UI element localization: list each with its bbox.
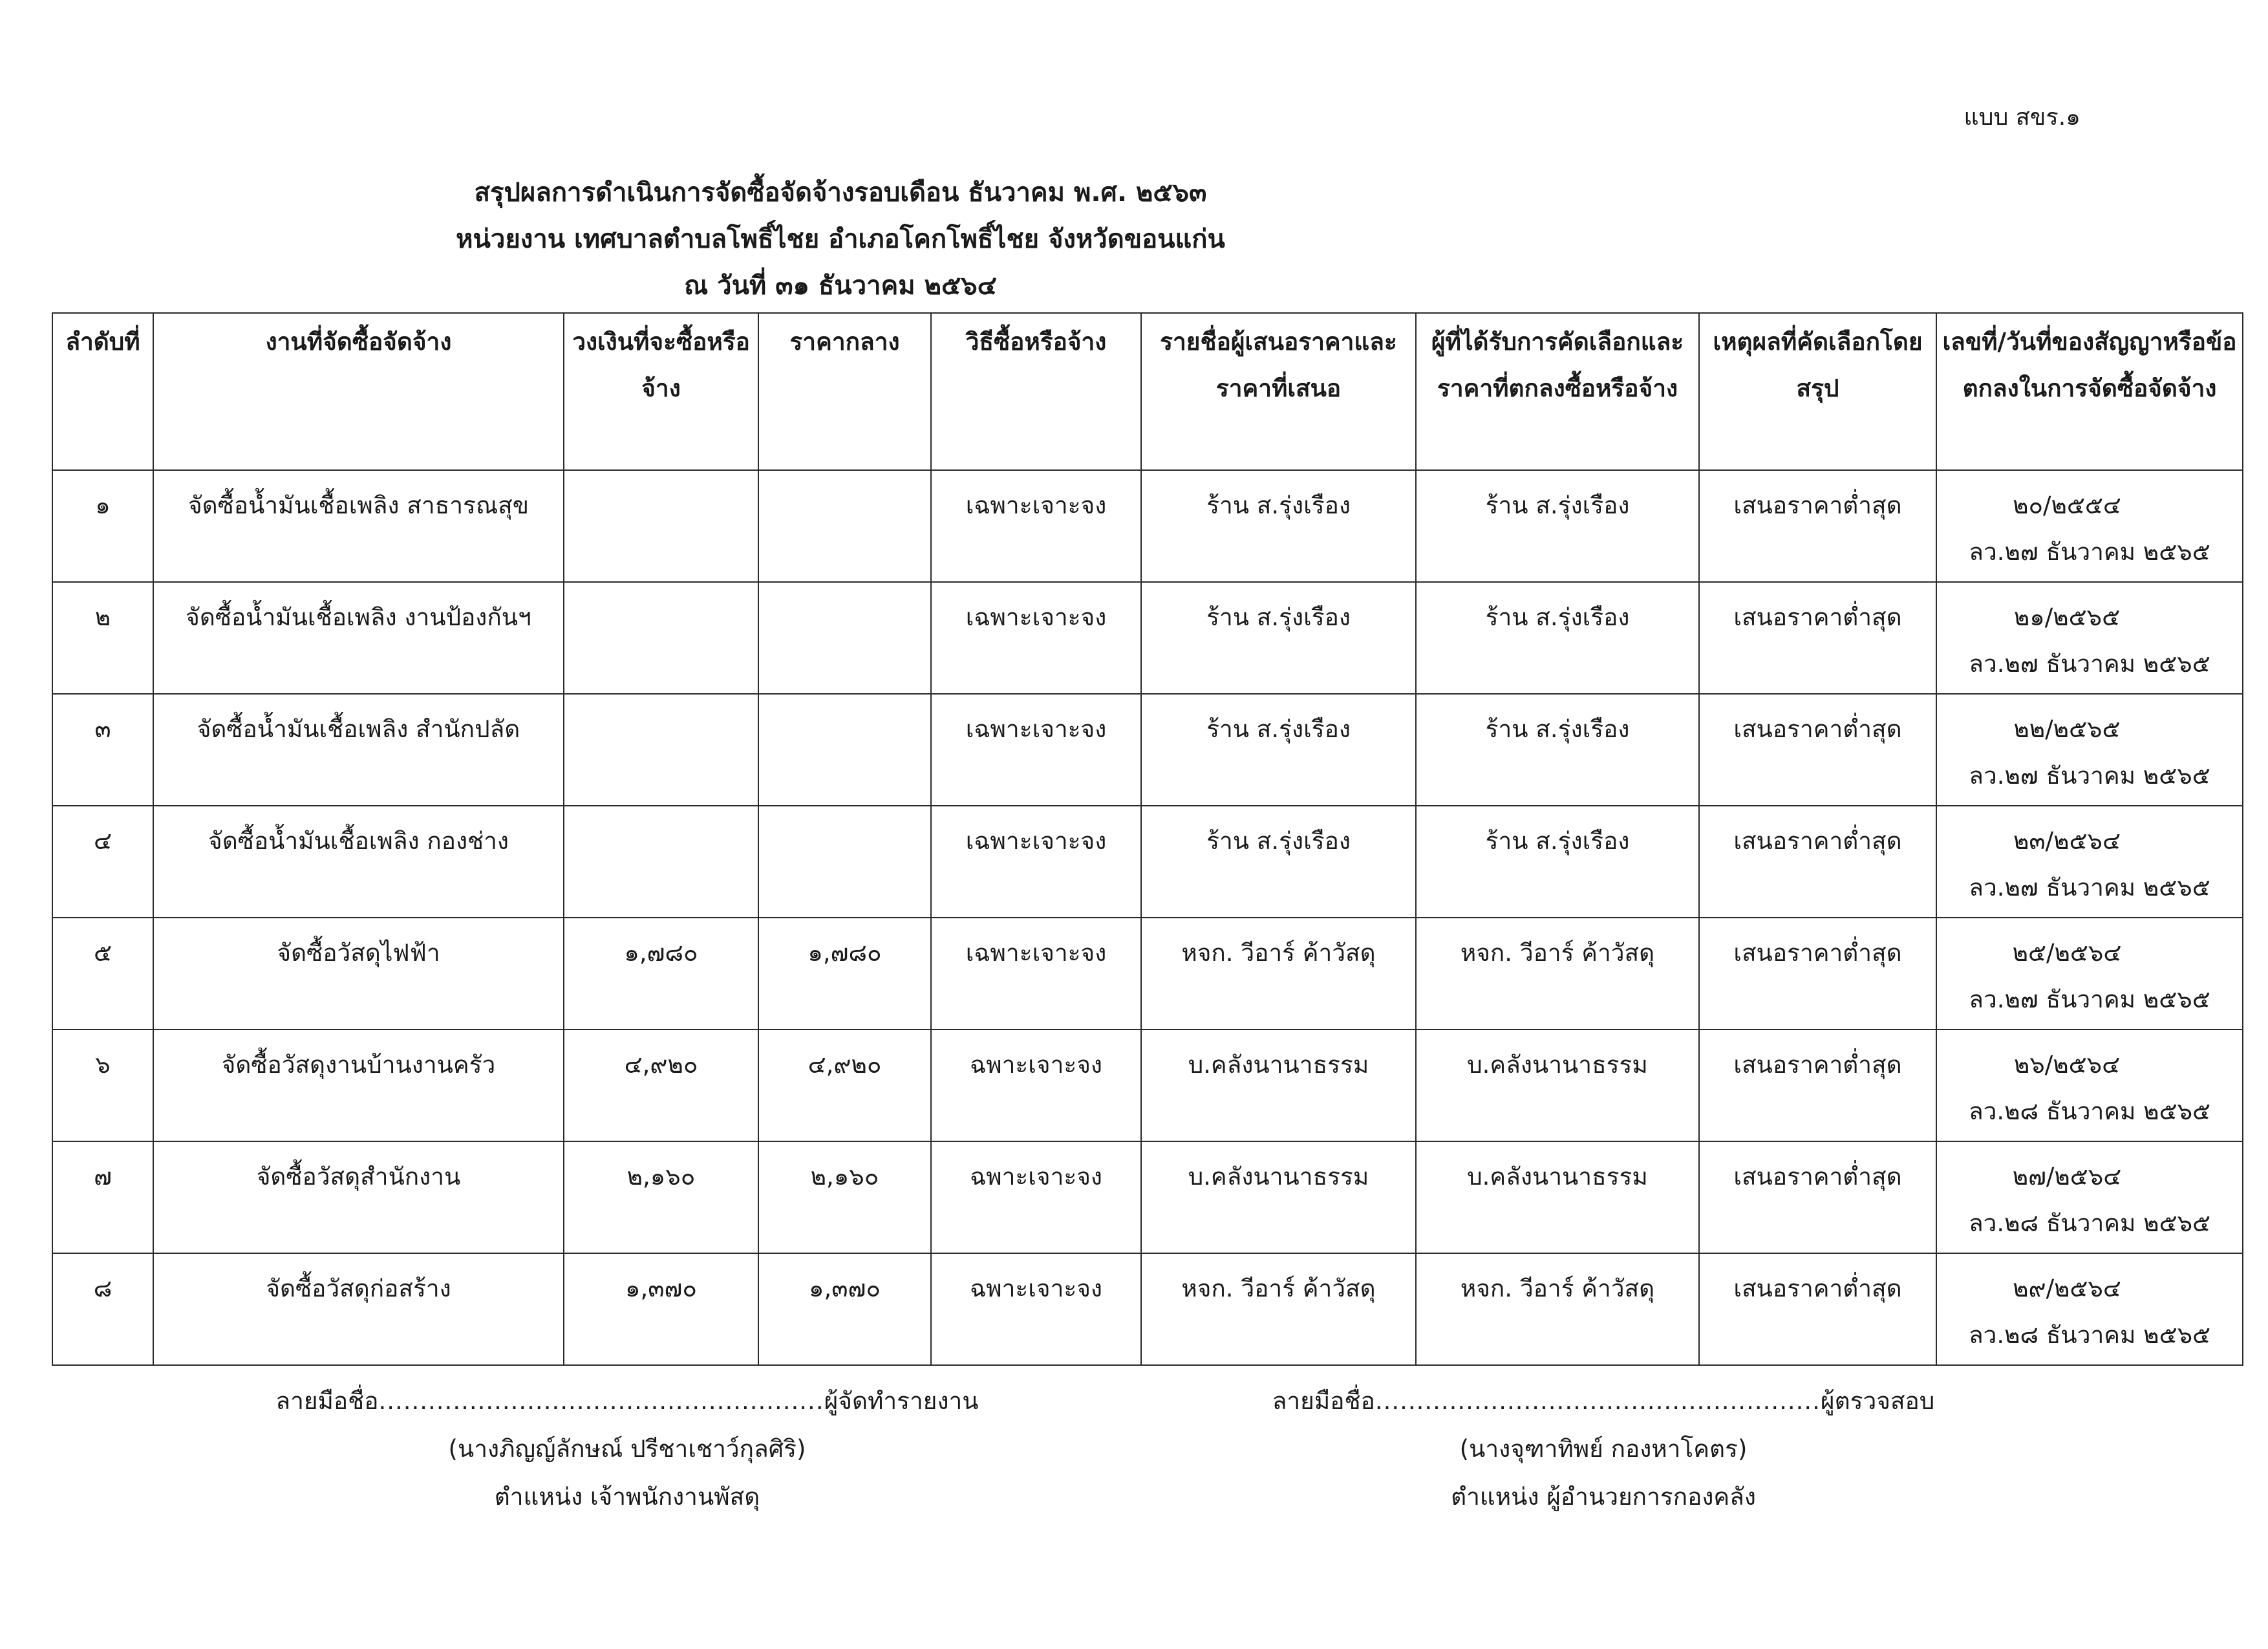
row-bidders: หจก. วีอาร์ ค้าวัสดุ — [1141, 1253, 1416, 1365]
contract-date: ลว.๒๗ ธันวาคม ๒๕๖๕ — [1969, 874, 2210, 901]
signature-line — [1248, 1377, 1959, 1425]
row-item: จัดซื้อน้ำมันเชื้อเพลิง งานป้องกันฯ — [153, 582, 564, 694]
signature-block-preparer — [272, 1377, 983, 1521]
row-bidders: หจก. วีอาร์ ค้าวัสดุ — [1141, 918, 1416, 1029]
contract-number: ๒๐/๒๕๕๔ — [2013, 491, 2121, 519]
row-selected: ร้าน ส.รุ่งเรือง — [1416, 694, 1699, 806]
row-median-price: ๑,๗๘๐ — [758, 918, 931, 1029]
contract-date: ลว.๒๗ ธันวาคม ๒๕๖๕ — [1969, 762, 2210, 790]
row-contract — [1936, 918, 2243, 1029]
row-contract — [1936, 1141, 2243, 1253]
row-selected: ร้าน ส.รุ่งเรือง — [1416, 806, 1699, 918]
row-no: ๗ — [52, 1141, 153, 1253]
row-method: ฉพาะเจาะจง — [931, 1253, 1141, 1365]
row-reason: เสนอราคาต่ำสุด — [1699, 918, 1936, 1029]
signature-label: ลายมือชื่อ — [275, 1387, 379, 1415]
contract-number: ๒๑/๒๕๖๕ — [2013, 603, 2121, 631]
signer-name: (นางจุฑาทิพย์ กองหาโคตร) — [1459, 1435, 1748, 1463]
row-selected: ร้าน ส.รุ่งเรือง — [1416, 470, 1699, 582]
signer-position: ตำแหน่ง เจ้าพนักงานพัสดุ — [494, 1483, 760, 1511]
row-reason: เสนอราคาต่ำสุด — [1699, 1141, 1936, 1253]
signature-block-inspector — [1248, 1377, 1959, 1521]
table-row — [52, 1253, 2243, 1365]
agency-line: หน่วยงาน เทศบาลตำบลโพธิ์ไชย อำเภอโคกโพธิ์ไชย จังหวัดขอนแก่น — [456, 224, 1225, 254]
row-method: เฉพาะเจาะจง — [931, 470, 1141, 582]
signature-role: ผู้จัดทำรายงาน — [824, 1387, 979, 1415]
row-bidders: บ.คลังนานาธรรม — [1141, 1141, 1416, 1253]
row-median-price: ๒,๑๖๐ — [758, 1141, 931, 1253]
contract-number: ๒๙/๒๕๖๔ — [2013, 1275, 2121, 1302]
header-bidders: รายชื่อผู้เสนอราคาและราคาที่เสนอ — [1141, 313, 1416, 470]
row-contract — [1936, 806, 2243, 918]
row-method: ฉพาะเจาะจง — [931, 1141, 1141, 1253]
row-reason: เสนอราคาต่ำสุด — [1699, 1253, 1936, 1365]
table-row — [52, 582, 2243, 694]
row-median-price — [758, 470, 931, 582]
row-item: จัดซื้อน้ำมันเชื้อเพลิง กองช่าง — [153, 806, 564, 918]
table-row — [52, 1029, 2243, 1141]
table-row — [52, 918, 2243, 1029]
row-reason: เสนอราคาต่ำสุด — [1699, 582, 1936, 694]
row-selected: หจก. วีอาร์ ค้าวัสดุ — [1416, 1253, 1699, 1365]
procurement-summary-table — [52, 312, 2243, 1366]
row-reason: เสนอราคาต่ำสุด — [1699, 1029, 1936, 1141]
row-method: เฉพาะเจาะจง — [931, 694, 1141, 806]
header-no: ลำดับที่ — [52, 313, 153, 470]
row-budget: ๑,๗๘๐ — [564, 918, 758, 1029]
row-no: ๒ — [52, 582, 153, 694]
row-median-price: ๑,๓๗๐ — [758, 1253, 931, 1365]
contract-date: ลว.๒๘ ธันวาคม ๒๕๖๕ — [1968, 1097, 2211, 1125]
row-no: ๑ — [52, 470, 153, 582]
row-bidders: ร้าน ส.รุ่งเรือง — [1141, 470, 1416, 582]
table-row — [52, 1141, 2243, 1253]
row-contract — [1936, 582, 2243, 694]
row-reason: เสนอราคาต่ำสุด — [1699, 470, 1936, 582]
report-title: สรุปผลการดำเนินการจัดซื้อจัดจ้างรอบเดือน ธันวาคม พ.ศ. ๒๕๖๓ — [474, 178, 1207, 208]
report-date: ณ วันที่ ๓๑ ธันวาคม ๒๕๖๔ — [684, 271, 997, 301]
header-median-price: ราคากลาง — [758, 313, 931, 470]
signature-dots: ...................................................... — [378, 1387, 824, 1415]
row-bidders: ร้าน ส.รุ่งเรือง — [1141, 694, 1416, 806]
signature-role: ผู้ตรวจสอบ — [1820, 1387, 1935, 1415]
row-no: ๓ — [52, 694, 153, 806]
row-selected: บ.คลังนานาธรรม — [1416, 1141, 1699, 1253]
row-contract — [1936, 694, 2243, 806]
row-bidders: ร้าน ส.รุ่งเรือง — [1141, 582, 1416, 694]
contract-number: ๒๕/๒๕๖๔ — [2012, 939, 2122, 967]
header-selected: ผู้ที่ได้รับการคัดเลือกและราคาที่ตกลงซื้อหรือจ้าง — [1416, 313, 1699, 470]
row-no: ๘ — [52, 1253, 153, 1365]
header-contract: เลขที่/วันที่ของสัญญาหรือข้อตกลงในการจัดซื้อจัดจ้าง — [1936, 313, 2243, 470]
row-item: จัดซื้อวัสดุสำนักงาน — [153, 1141, 564, 1253]
table-header-row — [52, 313, 2243, 470]
row-budget: ๑,๓๗๐ — [564, 1253, 758, 1365]
row-budget: ๒,๑๖๐ — [564, 1141, 758, 1253]
row-method: เฉพาะเจาะจง — [931, 918, 1141, 1029]
signature-line — [272, 1377, 983, 1425]
row-budget — [564, 470, 758, 582]
signature-label: ลายมือชื่อ — [1272, 1387, 1375, 1415]
row-budget: ๔,๙๒๐ — [564, 1029, 758, 1141]
row-median-price — [758, 806, 931, 918]
row-item: จัดซื้อวัสดุงานบ้านงานครัว — [153, 1029, 564, 1141]
contract-date: ลว.๒๗ ธันวาคม ๒๕๖๕ — [1969, 650, 2210, 678]
contract-number: ๒๓/๒๕๖๔ — [2013, 827, 2121, 855]
table-row — [52, 694, 2243, 806]
row-no: ๕ — [52, 918, 153, 1029]
header-method: วิธีซื้อหรือจ้าง — [931, 313, 1141, 470]
row-method: เฉพาะเจาะจง — [931, 582, 1141, 694]
row-median-price — [758, 694, 931, 806]
row-item: จัดซื้อน้ำมันเชื้อเพลิง สำนักปลัด — [153, 694, 564, 806]
row-median-price: ๔,๙๒๐ — [758, 1029, 931, 1141]
contract-date: ลว.๒๘ ธันวาคม ๒๕๖๕ — [1968, 1321, 2211, 1349]
row-contract — [1936, 470, 2243, 582]
table-row — [52, 806, 2243, 918]
row-contract — [1936, 1029, 2243, 1141]
header-budget: วงเงินที่จะซื้อหรือจ้าง — [564, 313, 758, 470]
row-item: จัดซื้อน้ำมันเชื้อเพลิง สาธารณสุข — [153, 470, 564, 582]
row-method: เฉพาะเจาะจง — [931, 806, 1141, 918]
form-code: แบบ สขร.๑ — [1963, 104, 2081, 131]
row-budget — [564, 806, 758, 918]
row-selected: ร้าน ส.รุ่งเรือง — [1416, 582, 1699, 694]
header-reason: เหตุผลที่คัดเลือกโดยสรุป — [1699, 313, 1936, 470]
row-selected: หจก. วีอาร์ ค้าวัสดุ — [1416, 918, 1699, 1029]
signer-name: (นางภิญญ์ลักษณ์ ปรีชาเชาว์กุลศิริ) — [448, 1435, 806, 1463]
row-selected: บ.คลังนานาธรรม — [1416, 1029, 1699, 1141]
signer-position: ตำแหน่ง ผู้อำนวยการกองคลัง — [1451, 1483, 1756, 1511]
document-heading — [0, 169, 1681, 309]
row-no: ๔ — [52, 806, 153, 918]
signature-dots: ...................................................... — [1375, 1387, 1821, 1415]
contract-number: ๒๖/๒๕๖๔ — [2013, 1051, 2121, 1079]
row-reason: เสนอราคาต่ำสุด — [1699, 806, 1936, 918]
contract-number: ๒๒/๒๕๖๕ — [2013, 715, 2121, 743]
row-item: จัดซื้อวัสดุก่อสร้าง — [153, 1253, 564, 1365]
contract-date: ลว.๒๘ ธันวาคม ๒๕๖๕ — [1968, 1209, 2211, 1237]
row-method: ฉพาะเจาะจง — [931, 1029, 1141, 1141]
contract-date: ลว.๒๗ ธันวาคม ๒๕๖๕ — [1969, 986, 2210, 1013]
row-budget — [564, 694, 758, 806]
row-budget — [564, 582, 758, 694]
row-no: ๖ — [52, 1029, 153, 1141]
row-reason: เสนอราคาต่ำสุด — [1699, 694, 1936, 806]
contract-date: ลว.๒๗ ธันวาคม ๒๕๖๕ — [1969, 538, 2210, 566]
row-bidders: บ.คลังนานาธรรม — [1141, 1029, 1416, 1141]
row-bidders: ร้าน ส.รุ่งเรือง — [1141, 806, 1416, 918]
header-item: งานที่จัดซื้อจัดจ้าง — [153, 313, 564, 470]
contract-number: ๒๗/๒๕๖๔ — [2012, 1163, 2122, 1191]
row-item: จัดซื้อวัสดุไฟฟ้า — [153, 918, 564, 1029]
row-median-price — [758, 582, 931, 694]
row-contract — [1936, 1253, 2243, 1365]
table-row — [52, 470, 2243, 582]
